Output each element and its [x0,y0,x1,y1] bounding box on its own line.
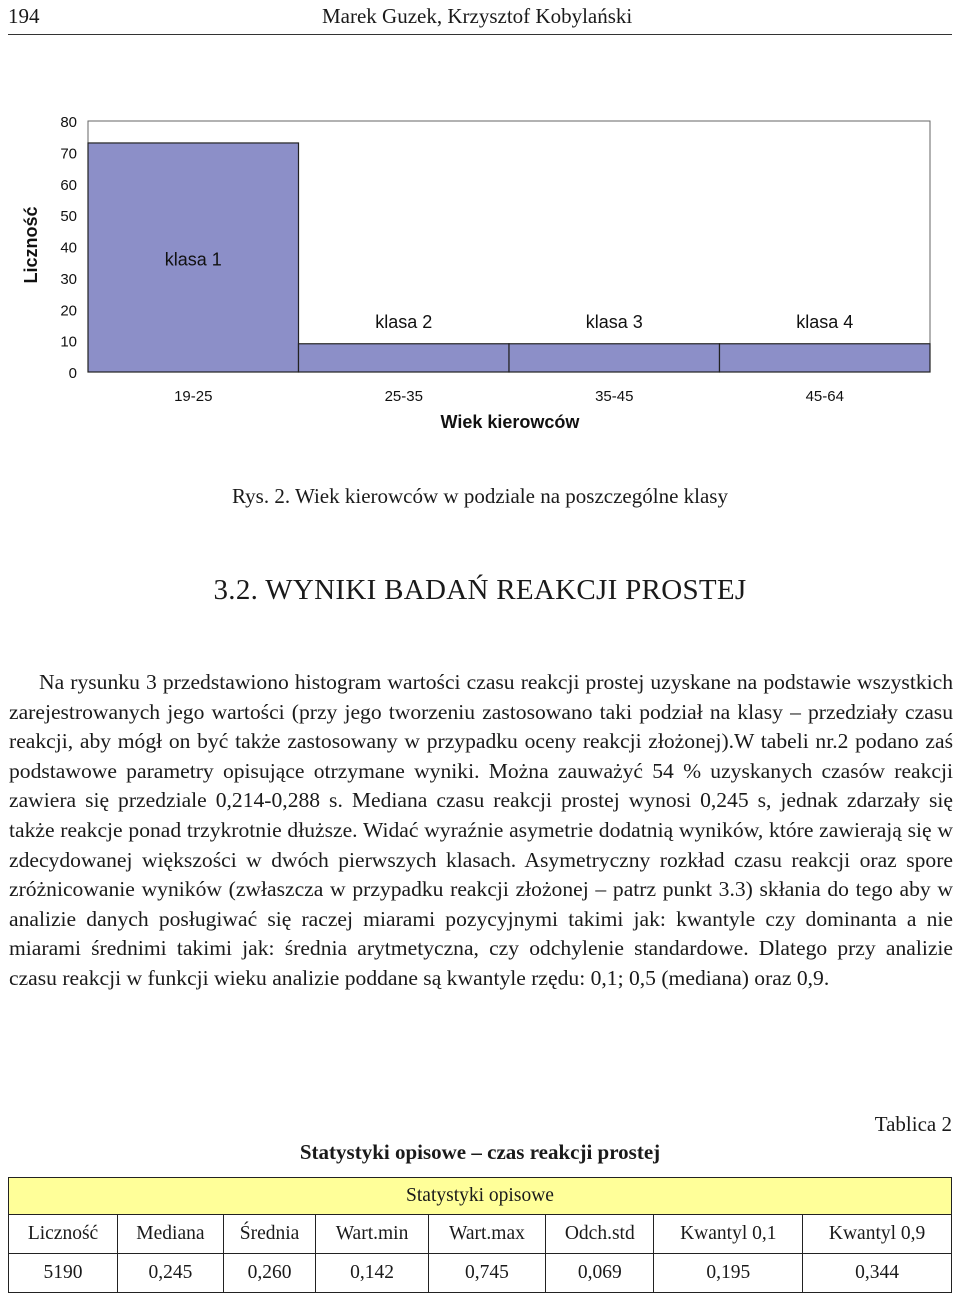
column-header: Odch.std [546,1215,654,1254]
table-cell: 0,195 [654,1254,803,1293]
table-cell: 0,745 [428,1254,545,1293]
table-column-header-row [9,1215,952,1254]
column-header: Wart.min [316,1215,428,1254]
column-header: Mediana [118,1215,224,1254]
histogram-bar [509,344,720,372]
section-heading: 3.2. WYNIKI BADAŃ REAKCJI PROSTEJ [213,574,747,606]
table-label: Tablica 2 [874,1112,952,1136]
figure-caption: Rys. 2. Wiek kierowców w podziale na poszczególne klasy [232,484,728,508]
column-header: Kwantyl 0,1 [654,1215,803,1254]
table-cell: 0,344 [803,1254,952,1293]
table-cell: 5190 [9,1254,118,1293]
histogram-bar [720,344,931,372]
column-header: Wart.max [428,1215,545,1254]
y-tick-label: 20 [60,302,77,320]
table-group-header-row [9,1178,952,1215]
y-tick-label: 30 [60,270,77,288]
table-row [9,1254,952,1293]
x-tick-label: 19-25 [174,388,213,405]
table-cell: 0,142 [316,1254,428,1293]
y-tick-label: 70 [60,145,77,163]
column-header: Kwantyl 0,9 [803,1215,952,1254]
y-tick-label: 50 [60,208,77,226]
header-rule [8,34,952,35]
table-cell: 0,069 [546,1254,654,1293]
x-tick-label: 25-35 [384,388,423,405]
class-label: klasa 3 [585,312,643,333]
table-group-header: Statystyki opisowe [9,1178,952,1215]
statistics-table [8,1177,952,1293]
table-cell: 0,245 [118,1254,224,1293]
x-tick-labels [174,388,844,405]
age-histogram-chart [0,100,960,440]
page-header [0,0,960,36]
y-tick-label: 0 [68,365,77,382]
y-tick-label: 10 [60,333,77,351]
class-label: klasa 1 [164,249,222,270]
x-axis-label: Wiek kierowców [440,412,580,432]
table-cell: 0,260 [223,1254,316,1293]
class-label: klasa 2 [375,312,433,333]
table-title: Statystyki opisowe – czas reakcji prostej [299,1140,661,1164]
column-header: Średnia [223,1215,316,1254]
column-header: Liczność [9,1215,118,1254]
histogram-bar [299,344,510,372]
running-head-authors: Marek Guzek, Krzysztof Kobylański [322,4,633,28]
y-tick-label: 40 [60,239,77,257]
y-tick-label: 80 [60,114,77,131]
page-number: 194 [8,4,40,28]
y-axis-label: Liczność [21,206,41,284]
class-label: klasa 4 [796,312,854,333]
body-paragraph: Na rysunku 3 przedstawiono histogram wartości czasu reakcji prostej uzyskane na podstawie wszystkich zarejestrowanych jego wartości (przy jego tworzeniu zastosowano taki podział na klasy – przedziały czasu reakcji, aby mógł on być także zastosowany w przypadku oceny reakcji złożonej).W tabeli nr.2 podano zaś podstawowe parametry opisujące otrzymane wyniki. Można zauważyć 54 % uzyskanych czasów reakcji zawiera się przedziale 0,214-0,288 s. Mediana czasu reakcji prostej wynosi 0,245 s, jednak zdarzały się także reakcje ponad trzykrotnie dłuższe. Widać wyraźnie asymetrie dodatnią wyników, które zawierają się w zdecydowanej większości w dwóch pierwszych klasach. Asymetryczny rozkład czasu reakcji oraz spore zróżnicowanie wyników (zwłaszcza w przypadku reakcji złożonej – patrz punkt 3.3) skłania do tego aby w analizie danych posługiwać się raczej miarami pozycyjnymi takimi jak: kwantyle czy dominanta a nie miarami średnimi takimi jak: średnia arytmetyczna, czy odchylenie standardowe. Dlatego przy analizie czasu reakcji w funkcji wieku analizie poddane są kwantyle rzędu: 0,1; 0,5 (mediana) oraz 0,9. [9,670,953,990]
x-tick-label: 35-45 [595,388,634,405]
y-tick-label: 60 [60,176,77,194]
body-text [9,668,953,994]
x-tick-label: 45-64 [805,388,844,405]
y-axis-label-group [21,206,41,283]
y-tick-labels [60,114,77,382]
